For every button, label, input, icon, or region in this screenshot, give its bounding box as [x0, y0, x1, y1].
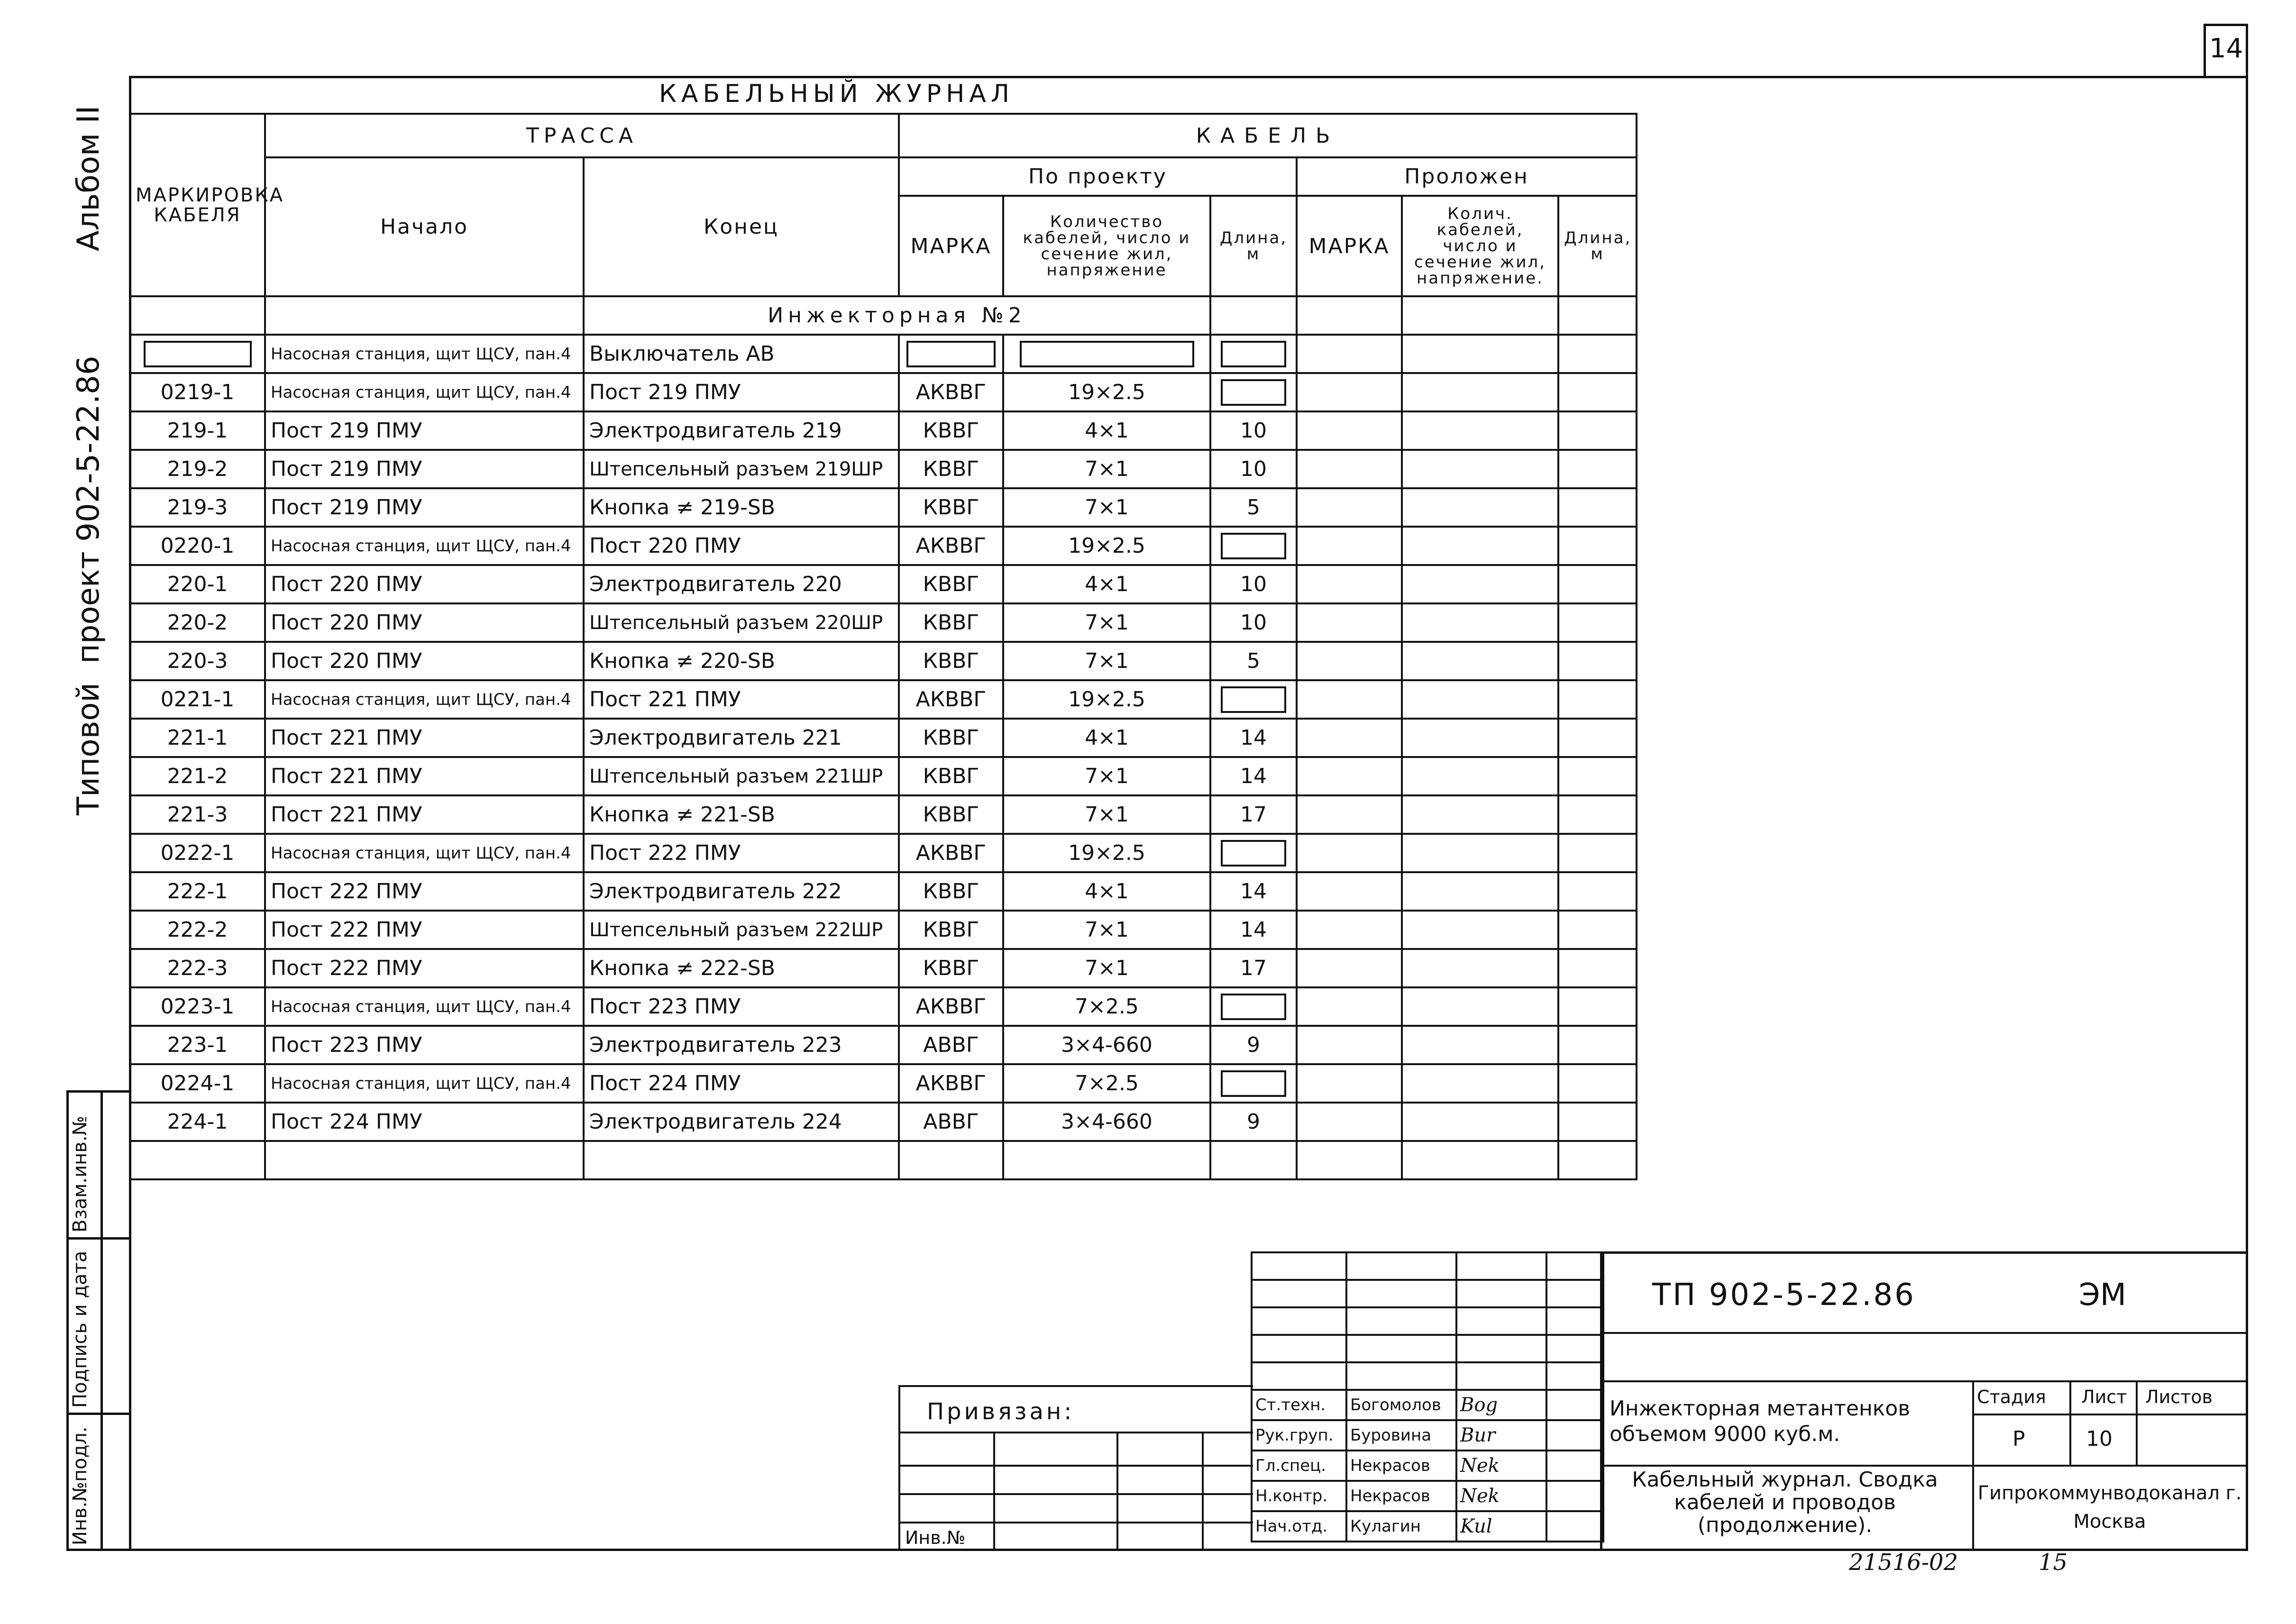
cell-length: 9 — [1210, 1103, 1297, 1141]
cable-journal-table — [129, 113, 1637, 1180]
cell-mark — [130, 335, 265, 373]
cell-end: Пост 222 ПМУ — [584, 834, 899, 872]
cell-mark: 0221-1 — [130, 680, 265, 719]
cell-brand: АКВВГ — [899, 680, 1003, 719]
empty-box — [1221, 840, 1286, 867]
table-row — [130, 565, 1637, 603]
empty-box — [1020, 341, 1194, 367]
cell-laid — [1558, 603, 1637, 642]
cell-mark: 0222-1 — [130, 834, 265, 872]
cell-laid — [1558, 795, 1637, 834]
project-prefix-label: Типовой — [71, 682, 106, 815]
table-row — [130, 1103, 1637, 1141]
cell-laid — [1558, 680, 1637, 719]
cell-laid — [1402, 872, 1558, 911]
table-row — [130, 757, 1637, 795]
table-row — [130, 987, 1637, 1026]
stamp-vzam-inv: Взам.инв.№ — [69, 1115, 91, 1232]
cell-length — [1210, 1141, 1297, 1179]
cell-brand: АВВГ — [899, 1026, 1003, 1064]
cell-laid — [1402, 1141, 1558, 1179]
role-4: Нач.отд. — [1252, 1511, 1346, 1542]
cell-laid — [1297, 987, 1402, 1026]
hdr-length: Длина, м — [1210, 196, 1297, 296]
role-3: Н.контр. — [1252, 1481, 1346, 1511]
cell-end: Электродвигатель 224 — [584, 1103, 899, 1141]
cell-laid — [1402, 757, 1558, 795]
cell-laid — [1297, 450, 1402, 488]
cell-start: Пост 220 ПМУ — [265, 603, 584, 642]
cell-brand: КВВГ — [899, 872, 1003, 911]
cell-laid — [1402, 565, 1558, 603]
cell-start: Пост 219 ПМУ — [265, 488, 584, 527]
cell-length: 10 — [1210, 565, 1297, 603]
cell-laid — [1297, 1064, 1402, 1103]
cell-length — [1210, 1064, 1297, 1103]
cell-end: Электродвигатель 220 — [584, 565, 899, 603]
table-row — [130, 450, 1637, 488]
cell-mark: 220-3 — [130, 642, 265, 680]
cell-laid — [1402, 335, 1558, 373]
cell-laid — [1558, 719, 1637, 757]
cell-spec: 19×2.5 — [1003, 680, 1210, 719]
cell-length: 10 — [1210, 450, 1297, 488]
cell-end: Электродвигатель 221 — [584, 719, 899, 757]
cell-laid — [1297, 911, 1402, 949]
cell-laid — [1558, 373, 1637, 411]
cell-end: Электродвигатель 222 — [584, 872, 899, 911]
cell-brand — [899, 335, 1003, 373]
cell-brand: АВВГ — [899, 1103, 1003, 1141]
journal-title: КАБЕЛЬНЫЙ ЖУРНАЛ — [659, 80, 1015, 108]
hdr-end: Конец — [584, 157, 899, 296]
cell-start: Насосная станция, щит ЩСУ, пан.4 — [265, 680, 584, 719]
cell-spec: 4×1 — [1003, 719, 1210, 757]
cell-end: Пост 223 ПМУ — [584, 987, 899, 1026]
stage-value: Р — [2012, 1427, 2025, 1451]
cell-end: Штепсельный разъем 220ШР — [584, 603, 899, 642]
cell-mark: 222-1 — [130, 872, 265, 911]
cell-mark: 219-3 — [130, 488, 265, 527]
cell-brand: КВВГ — [899, 411, 1003, 450]
name-1: Буровина — [1346, 1420, 1456, 1451]
footer-page: 15 — [2039, 1549, 2068, 1576]
cell-end: Штепсельный разъем 221ШР — [584, 757, 899, 795]
cell-start: Пост 223 ПМУ — [265, 1026, 584, 1064]
cell-end: Электродвигатель 223 — [584, 1026, 899, 1064]
cell-laid — [1402, 834, 1558, 872]
cell-length: 10 — [1210, 411, 1297, 450]
cell-spec: 19×2.5 — [1003, 373, 1210, 411]
empty-box — [906, 341, 996, 367]
cell-laid — [1558, 1141, 1637, 1179]
cell-laid — [1402, 411, 1558, 450]
cell-brand: КВВГ — [899, 565, 1003, 603]
cell-start: Пост 224 ПМУ — [265, 1103, 584, 1141]
cell-end: Выключатель АВ — [584, 335, 899, 373]
cell-laid — [1558, 565, 1637, 603]
hdr-laid: Проложен — [1297, 157, 1637, 196]
cell-mark: 223-1 — [130, 1026, 265, 1064]
cell-mark: 221-1 — [130, 719, 265, 757]
table-row — [130, 719, 1637, 757]
table-row — [130, 1026, 1637, 1064]
cell-laid — [1402, 603, 1558, 642]
cell-end: Пост 221 ПМУ — [584, 680, 899, 719]
cell-start: Насосная станция, щит ЩСУ, пан.4 — [265, 1064, 584, 1103]
cell-laid — [1297, 488, 1402, 527]
cell-end: Штепсельный разъем 219ШР — [584, 450, 899, 488]
album-label: Альбом II — [71, 105, 106, 251]
cell-length: 9 — [1210, 1026, 1297, 1064]
cell-laid — [1558, 488, 1637, 527]
cell-laid — [1297, 603, 1402, 642]
cell-spec: 4×1 — [1003, 872, 1210, 911]
hdr-qty: Количество кабелей, число и сечение жил, напряжение — [1003, 196, 1210, 296]
cell-laid — [1558, 949, 1637, 987]
cell-mark — [130, 1141, 265, 1179]
cell-mark: 222-3 — [130, 949, 265, 987]
cell-laid — [1297, 527, 1402, 565]
section-title: Инжекторная №2 — [584, 296, 1210, 335]
cell-laid — [1297, 411, 1402, 450]
cell-brand: КВВГ — [899, 795, 1003, 834]
hdr-brand: МАРКА — [899, 196, 1003, 296]
sheet-number-corner: 14 — [2209, 33, 2243, 64]
cell-laid — [1402, 527, 1558, 565]
cell-spec: 7×1 — [1003, 450, 1210, 488]
table-row — [130, 335, 1637, 373]
cell-brand: КВВГ — [899, 450, 1003, 488]
cell-spec: 3×4-660 — [1003, 1026, 1210, 1064]
cell-laid — [1297, 872, 1402, 911]
cell-laid — [1297, 1103, 1402, 1141]
hdr-length-laid: Длина, м — [1558, 196, 1637, 296]
cell-laid — [1558, 411, 1637, 450]
cell-start: Пост 222 ПМУ — [265, 949, 584, 987]
cell-laid — [1297, 834, 1402, 872]
cell-mark: 224-1 — [130, 1103, 265, 1141]
cell-mark: 0223-1 — [130, 987, 265, 1026]
doc-mark: ЭМ — [2079, 1277, 2126, 1313]
cell-end: Кнопка ≠ 221-SB — [584, 795, 899, 834]
cell-mark: 221-3 — [130, 795, 265, 834]
empty-box — [1221, 379, 1286, 406]
empty-box — [1221, 686, 1286, 713]
empty-box — [1221, 994, 1286, 1020]
table-row — [130, 488, 1637, 527]
cell-spec: 7×1 — [1003, 949, 1210, 987]
cell-mark: 221-2 — [130, 757, 265, 795]
sheets-header: Листов — [2145, 1387, 2213, 1407]
project-label: проект 902-5-22.86 — [71, 356, 106, 664]
cell-laid — [1402, 949, 1558, 987]
cell-start: Насосная станция, щит ЩСУ, пан.4 — [265, 987, 584, 1026]
cell-brand — [899, 1141, 1003, 1179]
cell-spec — [1003, 335, 1210, 373]
table-row — [130, 872, 1637, 911]
cell-start: Насосная станция, щит ЩСУ, пан.4 — [265, 335, 584, 373]
hdr-brand-laid: МАРКА — [1297, 196, 1402, 296]
doc-code: ТП 902-5-22.86 — [1652, 1277, 1916, 1313]
cell-length: 10 — [1210, 603, 1297, 642]
cell-spec: 7×1 — [1003, 757, 1210, 795]
cell-length: 14 — [1210, 911, 1297, 949]
cell-brand: АКВВГ — [899, 527, 1003, 565]
cell-laid — [1297, 949, 1402, 987]
cell-mark: 220-1 — [130, 565, 265, 603]
cell-start: Насосная станция, щит ЩСУ, пан.4 — [265, 373, 584, 411]
table-row — [130, 373, 1637, 411]
cell-brand: КВВГ — [899, 949, 1003, 987]
cell-start: Пост 221 ПМУ — [265, 795, 584, 834]
cell-mark: 219-1 — [130, 411, 265, 450]
cell-laid — [1558, 987, 1637, 1026]
table-row — [130, 911, 1637, 949]
stamp-signature-date: Подпись и дата — [69, 1250, 91, 1408]
cell-laid — [1558, 757, 1637, 795]
cell-laid — [1402, 373, 1558, 411]
cell-spec: 19×2.5 — [1003, 834, 1210, 872]
cell-length: 5 — [1210, 488, 1297, 527]
role-2: Гл.спец. — [1252, 1451, 1346, 1481]
tied-label: Привязан: — [927, 1398, 1075, 1425]
cell-spec: 4×1 — [1003, 411, 1210, 450]
cell-laid — [1558, 911, 1637, 949]
cell-length: 14 — [1210, 872, 1297, 911]
cell-laid — [1558, 1026, 1637, 1064]
table-row — [130, 603, 1637, 642]
hdr-route: ТРАССА — [265, 114, 899, 157]
table-row — [130, 680, 1637, 719]
cell-start: Пост 220 ПМУ — [265, 642, 584, 680]
empty-box — [1221, 341, 1286, 367]
cell-end: Электродвигатель 219 — [584, 411, 899, 450]
name-3: Некрасов — [1346, 1481, 1456, 1511]
cell-laid — [1558, 527, 1637, 565]
cell-start: Насосная станция, щит ЩСУ, пан.4 — [265, 527, 584, 565]
cell-length — [1210, 680, 1297, 719]
cell-start: Пост 221 ПМУ — [265, 719, 584, 757]
cell-mark: 222-2 — [130, 911, 265, 949]
cell-laid — [1297, 757, 1402, 795]
cell-mark: 0220-1 — [130, 527, 265, 565]
cell-end: Кнопка ≠ 219-SB — [584, 488, 899, 527]
cell-laid — [1402, 1026, 1558, 1064]
cell-laid — [1297, 1141, 1402, 1179]
table-row — [130, 527, 1637, 565]
cell-laid — [1558, 450, 1637, 488]
cell-brand: КВВГ — [899, 488, 1003, 527]
doc-title: Кабельный журнал. Сводка кабелей и проводов (продолжение). — [1632, 1468, 1938, 1537]
cell-laid — [1402, 1064, 1558, 1103]
sheet-header: Лист — [2081, 1387, 2127, 1407]
cell-laid — [1402, 987, 1558, 1026]
cell-laid — [1558, 872, 1637, 911]
cell-end: Пост 219 ПМУ — [584, 373, 899, 411]
object-name: Инжекторная метантенков объемом 9000 куб.м. — [1610, 1396, 1911, 1446]
cell-end: Пост 224 ПМУ — [584, 1064, 899, 1103]
cell-start: Пост 221 ПМУ — [265, 757, 584, 795]
cell-laid — [1402, 680, 1558, 719]
cell-length: 14 — [1210, 719, 1297, 757]
cell-start: Пост 220 ПМУ — [265, 565, 584, 603]
name-0: Богомолов — [1346, 1390, 1456, 1420]
cell-spec — [1003, 1141, 1210, 1179]
cell-start — [265, 1141, 584, 1179]
hdr-cable: КАБЕЛЬ — [899, 114, 1637, 157]
cell-mark: 219-2 — [130, 450, 265, 488]
cell-laid — [1297, 335, 1402, 373]
cell-laid — [1402, 719, 1558, 757]
cell-laid — [1402, 1103, 1558, 1141]
cell-laid — [1558, 642, 1637, 680]
cell-length — [1210, 834, 1297, 872]
cell-brand: АКВВГ — [899, 1064, 1003, 1103]
inv-label: Инв.№ — [905, 1527, 966, 1548]
role-1: Рук.груп. — [1252, 1420, 1346, 1451]
cell-length: 5 — [1210, 642, 1297, 680]
cell-brand: АКВВГ — [899, 373, 1003, 411]
cell-spec: 4×1 — [1003, 565, 1210, 603]
cell-end: Кнопка ≠ 222-SB — [584, 949, 899, 987]
stamp-inv-podl: Инв.№подл. — [69, 1426, 91, 1545]
title-block: Ст.техн. Богомолов Bog Рук.груп. Буровина Bur Гл.спец. Некрасов Nek Н.контр. Некрасов Nek Нач.отд. Кулагин Kul Привязан: Инв.№ ТП 902-5-22.86 ЭМ Инжекторная метантенков объемом 9000 куб.м. Кабельный журнал. Сводка кабелей и проводов (продолжение). Стадия Лист Листов Р 10 Гипрокоммунводоканал г. Москва — [898, 1251, 2248, 1551]
table-row — [130, 1064, 1637, 1103]
cell-spec: 19×2.5 — [1003, 527, 1210, 565]
stage-header: Стадия — [1977, 1387, 2046, 1407]
cell-brand: КВВГ — [899, 642, 1003, 680]
table-row — [130, 642, 1637, 680]
cell-start: Насосная станция, щит ЩСУ, пан.4 — [265, 834, 584, 872]
organization: Гипрокоммунводоканал г. Москва — [1977, 1482, 2242, 1533]
cell-mark: 220-2 — [130, 603, 265, 642]
table-row — [130, 834, 1637, 872]
empty-box — [144, 341, 252, 367]
cell-end: Штепсельный разъем 222ШР — [584, 911, 899, 949]
role-0: Ст.техн. — [1252, 1390, 1346, 1420]
cell-length: 14 — [1210, 757, 1297, 795]
cell-spec: 3×4-660 — [1003, 1103, 1210, 1141]
table-row — [130, 411, 1637, 450]
cell-laid — [1297, 1026, 1402, 1064]
table-row — [130, 949, 1637, 987]
cell-laid — [1402, 795, 1558, 834]
cell-spec: 7×1 — [1003, 642, 1210, 680]
cell-spec: 7×2.5 — [1003, 987, 1210, 1026]
cell-spec: 7×2.5 — [1003, 1064, 1210, 1103]
hdr-start: Начало — [265, 157, 584, 296]
cell-laid — [1558, 834, 1637, 872]
hdr-qty-laid: Колич. кабелей, число и сечение жил, напряжение. — [1402, 196, 1558, 296]
sheet-value: 10 — [2086, 1427, 2113, 1451]
cell-laid — [1297, 373, 1402, 411]
cell-end — [584, 1141, 899, 1179]
cell-length — [1210, 527, 1297, 565]
name-2: Некрасов — [1346, 1451, 1456, 1481]
empty-box — [1221, 533, 1286, 559]
cell-start: Пост 222 ПМУ — [265, 911, 584, 949]
cell-start: Пост 222 ПМУ — [265, 872, 584, 911]
cell-laid — [1402, 488, 1558, 527]
cell-laid — [1297, 795, 1402, 834]
hdr-by-project: По проекту — [899, 157, 1297, 196]
hdr-marking: МАРКИРОВКА КАБЕЛЯ — [130, 114, 265, 296]
footer-doc-number: 21516-02 — [1849, 1549, 1958, 1576]
cell-brand: КВВГ — [899, 911, 1003, 949]
cell-laid — [1558, 1103, 1637, 1141]
cell-length: 17 — [1210, 795, 1297, 834]
cell-length: 17 — [1210, 949, 1297, 987]
cell-start: Пост 219 ПМУ — [265, 450, 584, 488]
cell-length — [1210, 335, 1297, 373]
cell-length — [1210, 373, 1297, 411]
cell-brand: КВВГ — [899, 603, 1003, 642]
cell-laid — [1558, 1064, 1637, 1103]
cell-laid — [1402, 911, 1558, 949]
cell-brand: АКВВГ — [899, 834, 1003, 872]
cell-length — [1210, 987, 1297, 1026]
cell-brand: АКВВГ — [899, 987, 1003, 1026]
cell-mark: 0224-1 — [130, 1064, 265, 1103]
cell-end: Кнопка ≠ 220-SB — [584, 642, 899, 680]
cell-laid — [1402, 642, 1558, 680]
table-row — [130, 795, 1637, 834]
cell-brand: КВВГ — [899, 757, 1003, 795]
cell-spec: 7×1 — [1003, 603, 1210, 642]
name-4: Кулагин — [1346, 1511, 1456, 1542]
cell-spec: 7×1 — [1003, 911, 1210, 949]
cell-start: Пост 219 ПМУ — [265, 411, 584, 450]
cell-laid — [1402, 450, 1558, 488]
cell-mark: 0219-1 — [130, 373, 265, 411]
cell-laid — [1297, 719, 1402, 757]
cell-laid — [1297, 680, 1402, 719]
cell-laid — [1558, 335, 1637, 373]
cell-laid — [1297, 642, 1402, 680]
cell-laid — [1297, 565, 1402, 603]
cell-spec: 7×1 — [1003, 488, 1210, 527]
cell-brand: КВВГ — [899, 719, 1003, 757]
cell-end: Пост 220 ПМУ — [584, 527, 899, 565]
empty-box — [1221, 1070, 1286, 1097]
table-row — [130, 1141, 1637, 1179]
cell-spec: 7×1 — [1003, 795, 1210, 834]
